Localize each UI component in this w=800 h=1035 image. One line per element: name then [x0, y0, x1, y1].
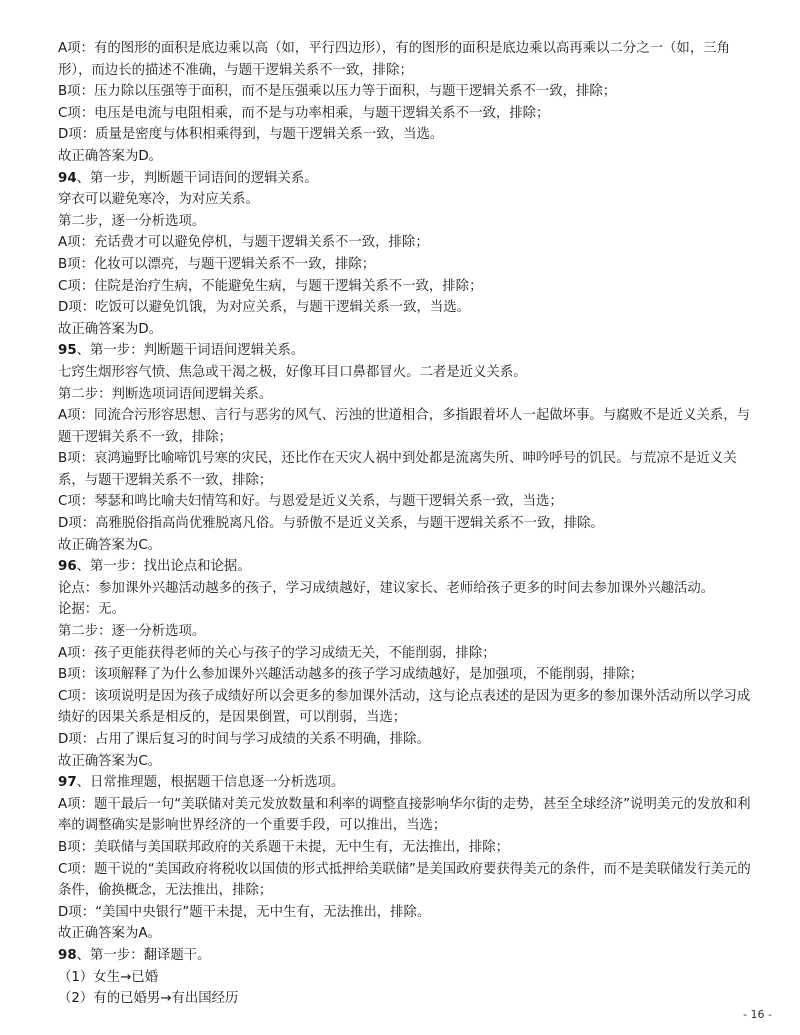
text-line: A项：充话费才可以避免停机，与题干逻辑关系不一致，排除；	[58, 235, 429, 251]
text-line: C项：电压是电流与电阻相乘，而不是与功率相乘，与题干逻辑关系不一致，排除；	[58, 105, 550, 121]
text-line: C项：题干说的“美国政府将税收以国债的形式抵押给美联储”是美国政府要获得美元的条件，而不是美联储发行美元的条件，偷换概念，无法推出，排除；	[58, 861, 751, 899]
text-line: 论据：无。	[58, 602, 125, 618]
text-line: D项：“美国中央银行”题干未提，无中生有，无法推出，排除。	[58, 904, 431, 920]
question-heading-text: 、第一步：判断题干词语间逻辑关系。	[76, 343, 305, 359]
text-line: C项：琴瑟和鸣比喻夫妇情笃和好。与恩爱是近义关系，与题干逻辑关系一致，当选；	[58, 494, 563, 510]
text-line: D项：高雅脱俗指高尚优雅脱离凡俗。与骄傲不是近义关系，与题干逻辑关系不一致，排除。	[58, 516, 604, 532]
text-line: D项：吃饭可以避免饥饿，为对应关系，与题干逻辑关系一致，当选。	[58, 300, 471, 316]
question-number: 95	[58, 343, 77, 359]
text-line: D项：质量是密度与体积相乘得到，与题干逻辑关系一致，当选。	[58, 127, 444, 143]
text-line: 第二步，逐一分析选项。	[58, 213, 206, 229]
text-line: A项：有的图形的面积是底边乘以高（如，平行四边形），有的图形的面积是底边乘以高再乘以二分之一（如，三角形），而边长的描述不准确，与题干逻辑关系不一致，排除；	[58, 41, 730, 78]
text-line: 故正确答案为D。	[58, 148, 163, 164]
question-heading	[58, 772, 753, 794]
question-heading-text: 、第一步：找出论点和论据。	[76, 559, 251, 575]
text-line: 故正确答案为C。	[58, 537, 162, 553]
text-line: B项：化妆可以漂亮，与题干逻辑关系不一致，排除；	[58, 256, 376, 272]
text-line: A项：同流合污形容思想、言行与恶劣的风气、污浊的世道相合，多指跟着坏人一起做坏事。与腐败不是近义关系，与题干逻辑关系不一致，排除；	[58, 408, 751, 445]
question-heading	[58, 340, 753, 362]
question-number: 96	[58, 559, 77, 575]
question-number: 94	[58, 170, 77, 186]
text-line: D项：占用了课后复习的时间与学习成绩的关系不明确，排除。	[58, 732, 430, 747]
question-number: 97	[58, 775, 77, 791]
text-line: C项：该项说明是因为孩子成绩好所以会更多的参加课外活动，这与论点表述的是因为更多的参加课外活动所以学习成绩好的因果关系是相反的，是因果倒置，可以削弱，当选；	[58, 688, 751, 726]
text-line: B项：该项解释了为什么参加课外兴趣活动越多的孩子学习成绩越好，是加强项，不能削弱，排除；	[58, 667, 643, 683]
text-line: 故正确答案为A。	[58, 926, 161, 942]
question-heading-text: 、第一步，判断题干词语间的逻辑关系。	[76, 170, 318, 186]
text-line: 故正确答案为C。	[58, 753, 162, 769]
text-line: B项：美联储与美国联邦政府的关系题干未提，无中生有，无法推出，排除；	[58, 839, 510, 855]
text-line: 穿衣可以避免寒冷，为对应关系。	[58, 192, 259, 208]
text-line: 七窍生烟形容气愤、焦急或干渴之极，好像耳目口鼻都冒火。二者是近义关系。	[58, 364, 527, 380]
question-heading	[58, 945, 753, 967]
text-line: 第二步：逐一分析选项。	[58, 624, 206, 640]
question-heading	[58, 556, 753, 578]
question-heading-text: 、第一步：翻译题干。	[76, 947, 211, 963]
text-line: 故正确答案为D。	[58, 321, 163, 337]
text-line: B项：哀鸿遍野比喻啼饥号寒的灾民，还比作在天灾人祸中到处都是流离失所、呻吟呼号的饥民。与荒凉不是近义关系，与题干逻辑关系不一致，排除；	[58, 451, 737, 488]
text-line: A项：孩子更能获得老师的关心与孩子的学习成绩无关，不能削弱，排除；	[58, 645, 496, 661]
question-heading-text: 、日常推理题，根据题干信息逐一分析选项。	[76, 775, 345, 791]
document-body	[58, 38, 753, 1010]
text-line: 论点：参加课外兴趣活动越多的孩子，学习成绩越好，建议家长、老师给孩子更多的时间去参加课外兴趣活动。	[58, 580, 715, 596]
text-line: （1）女生→已婚	[58, 969, 159, 985]
question-heading	[58, 168, 753, 190]
text-line: B项：压力除以压强等于面积，而不是压强乘以压力等于面积，与题干逻辑关系不一致，排除；	[58, 84, 617, 100]
text-line: （2）有的已婚男→有出国经历	[58, 991, 239, 1007]
text-line: A项：题干最后一句“美联储对美元发放数量和利率的调整直接影响华尔街的走势，甚至全球经济”说明美元的发放和利率的调整确实是影响世界经济的一个重要手段，可以推出，当选；	[58, 796, 751, 834]
question-number: 98	[58, 947, 77, 963]
page-number: - 16 -	[743, 1008, 772, 1021]
text-line: C项：住院是治疗生病，不能避免生病，与题干逻辑关系不一致，排除；	[58, 278, 483, 294]
text-line: 第二步：判断选项词语间逻辑关系。	[58, 386, 273, 402]
